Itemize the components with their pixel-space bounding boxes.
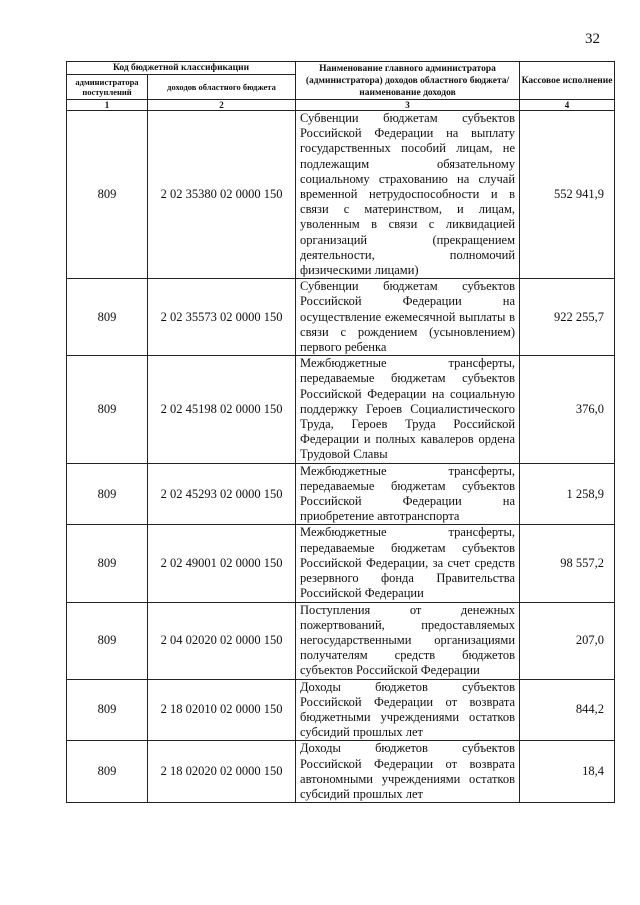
table-row bbox=[67, 111, 615, 279]
revenue-code-cell: 2 02 35380 02 0000 150 bbox=[148, 111, 296, 279]
revenue-name-cell: Субвенции бюджетам субъектов Российской Федерации на осуществление ежемесячной выплаты в связи с рождением (усыновлением) первого ребенка bbox=[296, 279, 520, 356]
budget-table bbox=[66, 61, 615, 803]
admin-code-cell: 809 bbox=[67, 525, 148, 602]
revenue-name-cell: Доходы бюджетов субъектов Российской Федерации от возврата бюджетными учреждениями остатков субсидий прошлых лет bbox=[296, 679, 520, 741]
column-number: 2 bbox=[148, 100, 296, 111]
revenue-code-cell: 2 18 02020 02 0000 150 bbox=[148, 741, 296, 803]
amount-cell: 376,0 bbox=[520, 356, 615, 463]
revenue-code-cell: 2 02 49001 02 0000 150 bbox=[148, 525, 296, 602]
header-amount: Кассовое исполнение bbox=[520, 62, 615, 100]
amount-cell: 18,4 bbox=[520, 741, 615, 803]
table-row bbox=[67, 356, 615, 463]
amount-cell: 207,0 bbox=[520, 602, 615, 679]
revenue-name-cell: Субвенции бюджетам субъектов Российской Федерации на выплату государственных пособий лицам, не подлежащим обязательному социальному страхованию на случай временной нетрудоспособности и в связи с материнством, и лицам, уволенным в связи с ликвидацией организаций (прекращением деятельности, полномочий физическими лицами) bbox=[296, 111, 520, 279]
table-row bbox=[67, 463, 615, 525]
admin-code-cell: 809 bbox=[67, 679, 148, 741]
admin-code-cell: 809 bbox=[67, 111, 148, 279]
revenue-name-cell: Доходы бюджетов субъектов Российской Федерации от возврата автономными учреждениями остатков субсидий прошлых лет bbox=[296, 741, 520, 803]
admin-code-cell: 809 bbox=[67, 463, 148, 525]
revenue-code-cell: 2 02 35573 02 0000 150 bbox=[148, 279, 296, 356]
amount-cell: 922 255,7 bbox=[520, 279, 615, 356]
amount-cell: 98 557,2 bbox=[520, 525, 615, 602]
table-row bbox=[67, 602, 615, 679]
table-row bbox=[67, 741, 615, 803]
header-admin: администратора поступлений bbox=[67, 75, 148, 100]
revenue-code-cell: 2 18 02010 02 0000 150 bbox=[148, 679, 296, 741]
header-revenue-code: доходов областного бюджета bbox=[148, 75, 296, 100]
table-row bbox=[67, 525, 615, 602]
amount-cell: 1 258,9 bbox=[520, 463, 615, 525]
column-number: 3 bbox=[296, 100, 520, 111]
column-number: 4 bbox=[520, 100, 615, 111]
header-name: Наименование главного администратора (администратора) доходов областного бюджета/ наименование доходов bbox=[296, 62, 520, 100]
amount-cell: 844,2 bbox=[520, 679, 615, 741]
revenue-name-cell: Межбюджетные трансферты, передаваемые бюджетам субъектов Российской Федерации на приобретение автотранспорта bbox=[296, 463, 520, 525]
admin-code-cell: 809 bbox=[67, 279, 148, 356]
revenue-code-cell: 2 04 02020 02 0000 150 bbox=[148, 602, 296, 679]
page-number: 32 bbox=[585, 31, 600, 47]
table-row bbox=[67, 679, 615, 741]
revenue-name-cell: Межбюджетные трансферты, передаваемые бюджетам субъектов Российской Федерации, за счет средств резервного фонда Правительства Российской Федерации bbox=[296, 525, 520, 602]
admin-code-cell: 809 bbox=[67, 356, 148, 463]
column-number: 1 bbox=[67, 100, 148, 111]
amount-cell: 552 941,9 bbox=[520, 111, 615, 279]
header-code-group: Код бюджетной классификации bbox=[67, 62, 296, 75]
revenue-name-cell: Межбюджетные трансферты, передаваемые бюджетам субъектов Российской Федерации на социальную поддержку Героев Социалистического Труда, Героев Труда Российской Федерации и полных кавалеров ордена Трудовой Славы bbox=[296, 356, 520, 463]
revenue-name-cell: Поступления от денежных пожертвований, предоставляемых негосударственными организациями получателям средств бюджетов субъектов Российской Федерации bbox=[296, 602, 520, 679]
table-row bbox=[67, 279, 615, 356]
revenue-code-cell: 2 02 45198 02 0000 150 bbox=[148, 356, 296, 463]
revenue-code-cell: 2 02 45293 02 0000 150 bbox=[148, 463, 296, 525]
admin-code-cell: 809 bbox=[67, 602, 148, 679]
admin-code-cell: 809 bbox=[67, 741, 148, 803]
